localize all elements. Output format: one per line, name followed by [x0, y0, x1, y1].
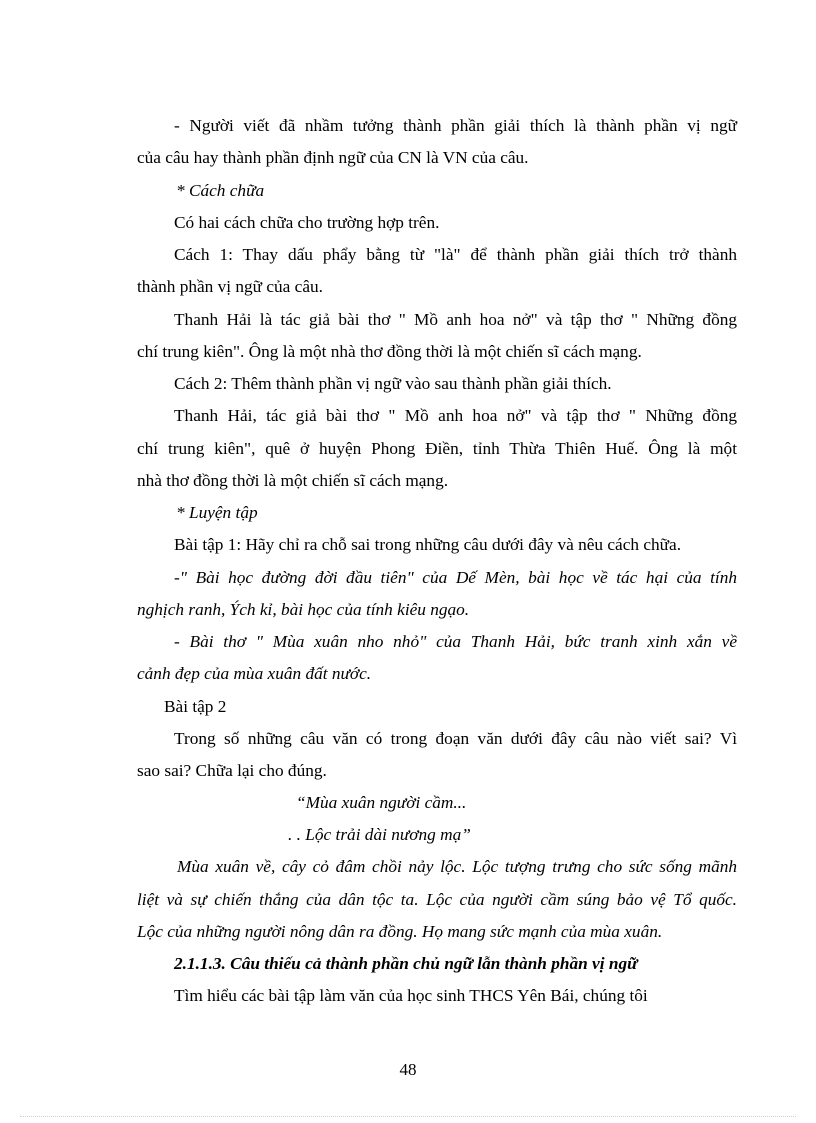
example-line: cảnh đẹp của mùa xuân đất nước.: [137, 664, 372, 683]
page-bottom-divider: [20, 1116, 796, 1117]
paragraph-line: Cách 2: Thêm thành phần vị ngữ vào sau thành phần giải thích.: [174, 374, 612, 393]
paragraph-line: thành phần vị ngữ của câu.: [137, 277, 323, 296]
section-label: * Cách chữa: [176, 181, 265, 200]
example-line: nghịch ranh, Ých kỉ, bài học của tính kiêu ngạo.: [137, 600, 470, 619]
paragraph-line: Có hai cách chữa cho trường hợp trên.: [174, 213, 440, 232]
paragraph-line: Thanh Hải, tác giả bài thơ " Mồ anh hoa nở" và tập thơ " Những đồng: [174, 406, 737, 425]
example-line: - Bài thơ " Mùa xuân nho nhỏ" của Thanh Hải, bức tranh xinh xắn về: [174, 632, 737, 651]
paragraph-line: nhà thơ đồng thời là một chiến sĩ cách mạng.: [137, 471, 449, 490]
paragraph-line: chí trung kiên", quê ở huyện Phong Điền, tỉnh Thừa Thiên Huế. Ông là một: [137, 439, 737, 458]
example-line: -" Bài học đường đời đầu tiên" của Dế Mèn, bài học về tác hại của tính: [174, 568, 737, 587]
page-number: 48: [399, 1060, 417, 1079]
poem-line: . . Lộc trải dài nương mạ”: [288, 825, 471, 844]
paragraph-line: sao sai? Chữa lại cho đúng.: [137, 761, 327, 780]
paragraph-line: của câu hay thành phần định ngữ của CN là VN của câu.: [137, 148, 529, 167]
section-label: * Luyện tập: [176, 503, 258, 522]
example-line: liệt và sự chiến thắng của dân tộc ta. Lộc của người cầm súng bảo vệ Tổ quốc.: [137, 890, 737, 909]
paragraph-line: Tìm hiểu các bài tập làm văn của học sinh THCS Yên Bái, chúng tôi: [174, 986, 648, 1005]
exercise-heading: Bài tập 2: [164, 697, 227, 716]
paragraph-line: Trong số những câu văn có trong đoạn văn dưới đây câu nào viết sai? Vì: [174, 729, 737, 748]
paragraph-line: Cách 1: Thay dấu phẩy bằng từ "là" để thành phần giải thích trở thành: [174, 245, 737, 264]
exercise-heading: Bài tập 1: Hãy chỉ ra chỗ sai trong những câu dưới đây và nêu cách chữa.: [174, 535, 682, 554]
example-line: Mùa xuân về, cây cỏ đâm chồi nảy lộc. Lộc tượng trưng cho sức sống mãnh: [177, 857, 737, 876]
paragraph-line: - Người viết đã nhầm tưởng thành phần giải thích là thành phần vị ngữ: [174, 116, 737, 135]
paragraph-line: Thanh Hải là tác giả bài thơ " Mồ anh hoa nở" và tập thơ " Những đồng: [174, 310, 737, 329]
example-line: Lộc của những người nông dân ra đồng. Họ mang sức mạnh của mùa xuân.: [137, 922, 663, 941]
section-heading: 2.1.1.3. Câu thiếu cả thành phần chủ ngữ lẫn thành phần vị ngữ: [174, 954, 638, 973]
poem-line: “Mùa xuân người cầm...: [296, 793, 467, 812]
paragraph-line: chí trung kiên". Ông là một nhà thơ đồng thời là một chiến sĩ cách mạng.: [137, 342, 642, 361]
